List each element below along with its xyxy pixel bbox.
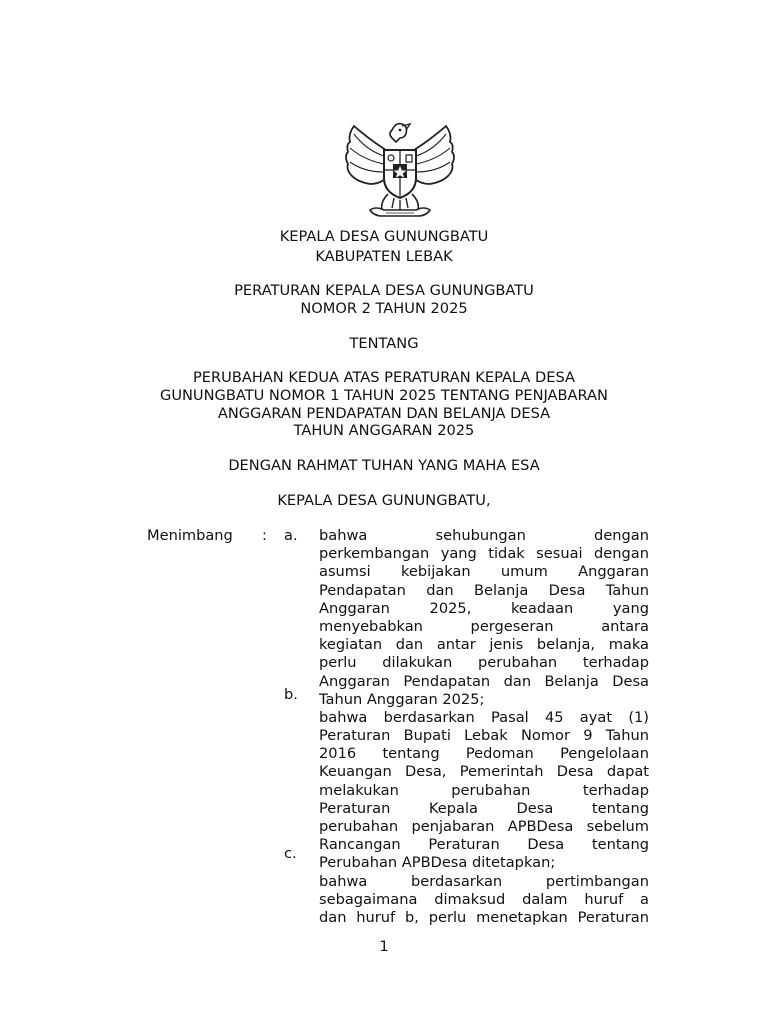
body-line: menyebabkan pergeseran antara [319, 617, 649, 635]
issuer-line: KEPALA DESA GUNUNGBATU, [277, 492, 491, 509]
body-line: Anggaran 2025, keadaan yang [319, 599, 649, 617]
body-line: dan huruf b, perlu menetapkan Peraturan [319, 908, 649, 926]
body-line: Anggaran Pendapatan dan Belanja Desa [319, 672, 649, 690]
rahmat-line: DENGAN RAHMAT TUHAN YANG MAHA ESA [228, 457, 540, 474]
item-marker-b: b. [284, 686, 298, 703]
page-number: 1 [379, 938, 389, 955]
body-line: bahwa berdasarkan pertimbangan [319, 872, 649, 890]
body-line: Perubahan APBDesa ditetapkan; [319, 854, 556, 872]
tentang-heading: TENTANG [349, 335, 419, 352]
subject-line-2: GUNUNGBATU NOMOR 1 TAHUN 2025 TENTANG PENJABARAN [160, 387, 608, 404]
regulation-title: PERATURAN KEPALA DESA GUNUNGBATU [234, 282, 534, 299]
subject-line-1: PERUBAHAN KEDUA ATAS PERATURAN KEPALA DESA [192, 369, 575, 386]
menimbang-label: Menimbang [147, 527, 233, 544]
body-line: Keuangan Desa, Pemerintah Desa dapat [319, 763, 649, 781]
body-line: melakukan perubahan terhadap [319, 781, 649, 799]
body-line: asumsi kebijakan umum Anggaran [319, 563, 649, 581]
body-line: Pendapatan dan Belanja Desa Tahun [319, 581, 649, 599]
body-line: bahwa berdasarkan Pasal 45 ayat (1) [319, 708, 649, 726]
body-line: Tahun Anggaran 2025; [319, 690, 485, 708]
item-marker-a: a. [284, 527, 298, 544]
body-line: 2016 tentang Pedoman Pengelolaan [319, 745, 649, 763]
menimbang-colon: : [262, 527, 267, 544]
body-line: perkembangan yang tidak sesuai dengan [319, 545, 649, 563]
item-marker-c: c. [284, 845, 297, 862]
body-line: perubahan penjabaran APBDesa sebelum [319, 818, 649, 835]
regulation-number: NOMOR 2 TAHUN 2025 [300, 300, 468, 317]
body-line: kegiatan dan antar jenis belanja, maka [319, 636, 649, 654]
body-line: Peraturan Kepala Desa tentang [319, 799, 649, 817]
garuda-emblem [340, 120, 460, 224]
body-line: perlu dilakukan perubahan terhadap [319, 654, 649, 672]
menimbang-body [319, 527, 649, 927]
body-line: Peraturan Bupati Lebak Nomor 9 Tahun [319, 727, 649, 745]
subject-line-4: TAHUN ANGGARAN 2025 [293, 422, 475, 439]
body-line: Rancangan Peraturan Desa tentang [319, 836, 649, 854]
subject-line-3: ANGGARAN PENDAPATAN DAN BELANJA DESA [217, 405, 551, 422]
header-line-2: KABUPATEN LEBAK [315, 248, 453, 265]
header-line-1: KEPALA DESA GUNUNGBATU [279, 228, 489, 245]
body-line: sebagaimana dimaksud dalam huruf a [319, 890, 649, 908]
body-line: bahwa sehubungan dengan [319, 527, 649, 544]
